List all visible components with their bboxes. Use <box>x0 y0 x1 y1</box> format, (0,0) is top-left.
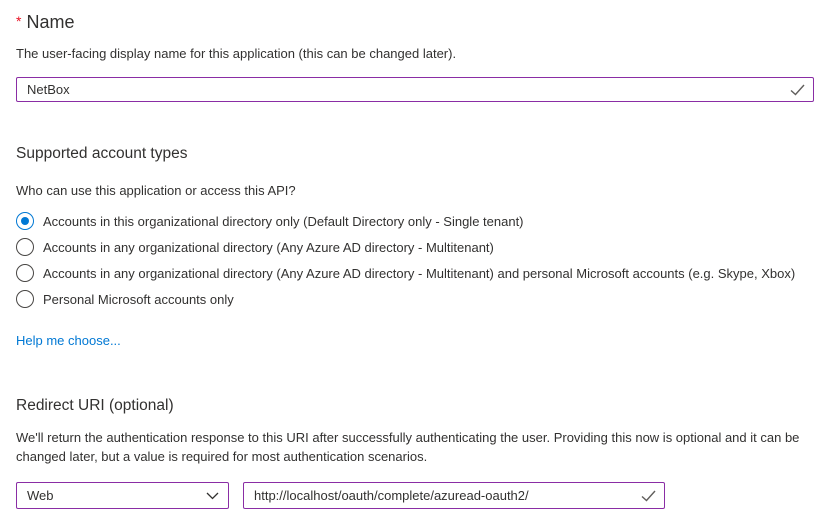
account-types-question: Who can use this application or access this API? <box>16 183 296 198</box>
account-types-radio-group <box>16 208 813 312</box>
radio-option-personal-only[interactable] <box>16 286 813 312</box>
name-input-wrap <box>16 77 814 102</box>
required-asterisk: * <box>16 13 22 29</box>
radio-option-label: Accounts in this organizational directory only (Default Directory only - Single tenant) <box>43 213 524 229</box>
name-description: The user-facing display name for this application (this can be changed later). <box>16 46 457 61</box>
uri-input-wrap <box>243 482 665 509</box>
redirect-uri-section <box>16 397 813 509</box>
radio-option-label: Accounts in any organizational directory (Any Azure AD directory - Multitenant) <box>43 239 494 255</box>
radio-option-label: Personal Microsoft accounts only <box>43 291 234 307</box>
redirect-uri-description: We'll return the authentication response to this URI after successfully authenticating the user. Providing this now is optional and it can be changed later, but a value is required for most authentication scenarios. <box>16 430 800 464</box>
help-me-choose-link[interactable]: Help me choose... <box>16 333 121 348</box>
valid-check-icon <box>641 490 656 502</box>
radio-button-icon[interactable] <box>16 212 34 230</box>
radio-button-icon[interactable] <box>16 264 34 282</box>
platform-select-value: Web <box>27 488 54 503</box>
chevron-down-icon <box>206 492 219 500</box>
redirect-uri-controls <box>16 482 813 509</box>
redirect-uri-input[interactable] <box>243 482 665 509</box>
radio-option-multitenant[interactable] <box>16 234 813 260</box>
radio-option-label: Accounts in any organizational directory (Any Azure AD directory - Multitenant) and personal Microsoft accounts (e.g. Skype, Xbox) <box>43 265 796 281</box>
radio-button-icon[interactable] <box>16 238 34 256</box>
redirect-uri-title: Redirect URI (optional) <box>16 397 174 414</box>
radio-button-icon[interactable] <box>16 290 34 308</box>
valid-check-icon <box>790 84 805 96</box>
name-section-title <box>16 12 813 33</box>
radio-option-multitenant-personal[interactable] <box>16 260 813 286</box>
name-input[interactable] <box>16 77 814 102</box>
account-types-title: Supported account types <box>16 145 188 162</box>
radio-option-single-tenant[interactable] <box>16 208 813 234</box>
name-title-text: Name <box>26 12 75 32</box>
platform-select[interactable] <box>16 482 229 509</box>
